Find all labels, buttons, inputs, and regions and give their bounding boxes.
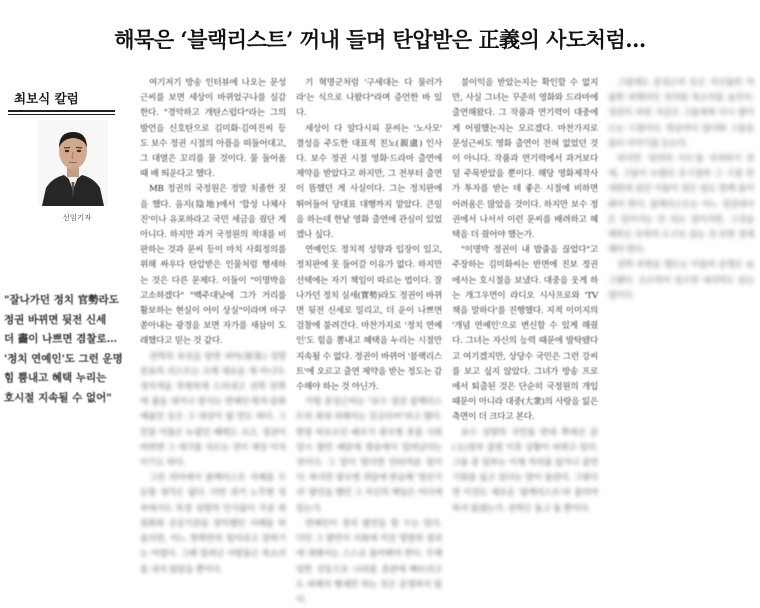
pull-quote-line: '정치 연예인'도 그런 운명	[4, 352, 123, 365]
author-byline: 선임기자	[62, 213, 92, 222]
article-column-1	[140, 76, 286, 575]
article-paragraph: 세상이 다 알다시피 문씨는 '노사모' 결성을 주도한 대표적 친노(親盧) 인사다. 보수 정권 시절 영화·드라마 출연에 제약을 받았다고 하지만, 그 전부터 출연이 뜸했던 게 사실이다. 그는 정치판에 뛰어들어 당대표 대행까지 맡았다. 큰일을 하는데 한낱 영화 출연에 관심이 있었겠나 싶다.	[296, 123, 442, 241]
pull-quote-line: 호시절 지속될 수 없어"	[4, 391, 112, 404]
author-portrait-image	[38, 120, 108, 206]
article-paragraph: MB 정권의 국정원은 정말 치졸한 짓을 했다. 음지(陰地)에서 '합성 나체사진'이나 유포하라고 국민 세금을 줬단 게 아니다. 하지만 과거 국정원의 적대를 비판하는 것과 문씨 등이 마치 사회정의를 위해 싸우다 탄압받은 인물처럼 행세하는 것은 다른 문제다. 이들이 "이명박을 고소하겠다" "백주대낮에 그가 거리를 활보하는 현실이 어이 상실"이라며 마구 쏟아내는 광경을 보면 자가를 새삼이 도래했다고 믿는 것 같다.	[140, 184, 286, 347]
article-paragraph: 연예인도 정치적 성향과 입장이 있고, 정치판에 못 들어갈 이유가 없다. 하지만 선택에는 자기 책임이 따르는 법이다. 잘나가던 정치 실세(實勢)라도 정권이 바뀌면 뒷전 신세로 밀리고, 더 운이 나쁘면 검찰에 불려간다. 마찬가지로 '정치 연예인'도 힘을 뽐내고 혜택을 누리는 시절만 지속될 수 없다. 정권이 바뀌어 '블랙리스트'에 오르고 출연 제약을 받는 정도는 감수해야 하는 것 아닌가.	[296, 245, 442, 393]
pull-quote-line: 더 畵이 나쁘면 겸찰로…	[4, 333, 118, 345]
pull-quote	[4, 291, 130, 408]
column-label-rule	[8, 110, 115, 115]
article-paragraph-faded: 권력의 속성을 알면 피아(彼我) 성향 분류의 리스트는 크게 새로운 게 아니다. 정치색을 뚜렷하게 드러내고 권력 반쪽에 줄을 대거나 맞서는 연예인·학자·문화예술인 등은 그 대상이 될 만도 하다. 그만큼 이들은 누렸던 혜택도 크고, 정권이 바뀌면 그 대가를 치르는 것이 세상 이치이기도 하다.	[140, 351, 286, 469]
pull-quote-line: 정권 바뀌면 뒷전 신세	[4, 313, 107, 326]
article-paragraph: "이명박 정권이 내 밥줄을 끊었다"고 주장하는 김미화씨는 반면에 진보 정권에서는 호시절을 보냈다. 대중을 웃게 하는 개그우먼이 라디오 시사프로와 'TV 책을 말하다'를 진행했다. 지적 이미지의 '개념 연예인'으로 변신할 수 있게 해줬다. 그녀는 자신의 능력 때문에 발탁됐다고 여기겠지만, 상당수 국민은 그런 강씨를 보고 싶지 않았다. 그녀가 방송 프로에서 퇴출된 것은 단순히 국정원의 개입 때문이 아니라 대중(大衆)의 사랑을 잃은 측면이 더 크다고 본다.	[452, 245, 598, 423]
author-portrait	[38, 120, 108, 206]
article-paragraph-faded: 하지만 '정의의 사도'를 자처하기 전에, 그들이 누렸던 호시절과 그 시절 반대편에 섰던 이들이 겪은 일도 함께 돌아봐야 한다. 블랙리스트는 어느 정권에서든 있어서는 안 되는 일이지만, 그것을 해묵은 보복의 도구로 삼는 것 또한 경계해야 한다.	[608, 154, 754, 256]
article-paragraph-faded: 권력 주변을 맴도는 이들의 운명은 늘 그랬다. 오르막이 있으면 내리막도 있는 법이다.	[608, 260, 754, 301]
article-paragraph-faded: 보수 성향의 국민들 반대 쪽에선 문(文)정부 출범 이후 상황이 바뀌고 있다. 그들 중 일부는 이제 자리를 잃거나 출연 기회를 잃고 있다는 말이 들린다. 그렇다면 이것도 새로운 '블랙리스트'라 불러야 하지 않겠는가. 권력은 돌고 돌 뿐이다.	[452, 427, 598, 514]
column-label: 최보식 칼럼	[14, 91, 79, 106]
article-column-2	[296, 76, 442, 605]
article-column-3	[452, 76, 598, 542]
article-paragraph-faded: 가령 문성근씨는 "보수 정권 블랙리스트의 최대 피해자는 김규리씨"라고 했다. 한창 떠오르던 배우가 광우병 촛불 시위 당시 발언 때문에 방송에서 밀려났다는 것이다. 그 말이 맞다면 안타까운 일이다. 하지만 광우병 괴담에 편승해 '청산가리' 발언을 했던 그 자신의 책임은 어디에 있는가.	[296, 397, 442, 514]
pull-quote-line: 힘 뿜내고 혜택 누리는	[4, 372, 107, 384]
article-paragraph: 기 혁명군처럼 '구세대는 다 물러가라'는 식으로 나왔다"라며 증언한 바 있다.	[296, 78, 442, 119]
article-column-4	[608, 76, 754, 542]
article-paragraph: 불이익을 받았는지는 확인할 수 없지만, 사실 그녀는 꾸준히 영화와 드라마에 출연해왔다. 그 작품과 연기력이 대중에게 어필했는지는 모르겠다. 마찬가지로 문성근씨도 영화 출연이 전혀 없었던 것이 아니다. 작품과 연기력에서 과거보다 덜 주목받았을 뿐이다. 해당 영화제작사가 투자를 받는 데 좋은 시절에 비하면 어려움은 많았을 것이다. 하지만 보수 정권에서 나서서 이런 문씨를 배려하고 혜택을 더 줬어야 했는가.	[452, 78, 598, 241]
headline: 해묵은 ‘블랙리스트’ 꺼내 들며 탄압받은 正義의 사도처럼…	[114, 27, 646, 52]
article-paragraph-faded: 그럼에도 문성근씨 등은 자신들만 억울한 피해자인 것처럼 목소리를 높인다. 정권이 바뀐 지금은 그들에게 다시 볕이 드는 시절이다. 방송마다 앞다퉈 그들을 불러 이야기를 듣는다.	[608, 78, 754, 149]
article-paragraph-faded: 연예인이 정치 발언을 할 수는 있다. 다만 그 발언이 사회에 끼친 영향과 결과에 대해서는 스스로 돌아봐야 한다. 무책임한 선동으로 나라를 혼란에 빠뜨리고도 피해자 행세만 하는 것은 공정하지 않다.	[296, 518, 442, 605]
pull-quote-line: "잘나가던 정치 官勢라도	[4, 294, 119, 306]
article-paragraph: 여기저기 방송 인터뷰에 나오는 문성근씨를 보면 세상이 바뀌었구나를 실감한다. "경악하고 개탄스럽다"라는 그의 발언을 신호탄으로 김미화·김여진씨 등도 보수 정권 시절의 아픔을 떠들어대고, 그 대열은 꼬리를 물 것이다. 물 들어올 때 배 띄운다고 했다.	[140, 78, 286, 180]
article-paragraph-faded: 그런 의미에서 블랙리스트 자체를 두둔할 생각은 없다. 다만 과거 노무현 정부에서도 특정 성향의 인사들이 각종 위원회와 공공기관을 장악했던 사례를 떠올리면, 어느 한쪽만의 일이라고 말하기는 어렵다. 그때 밀려난 사람들은 목소리를 내지 않았을 뿐이다.	[140, 473, 286, 575]
